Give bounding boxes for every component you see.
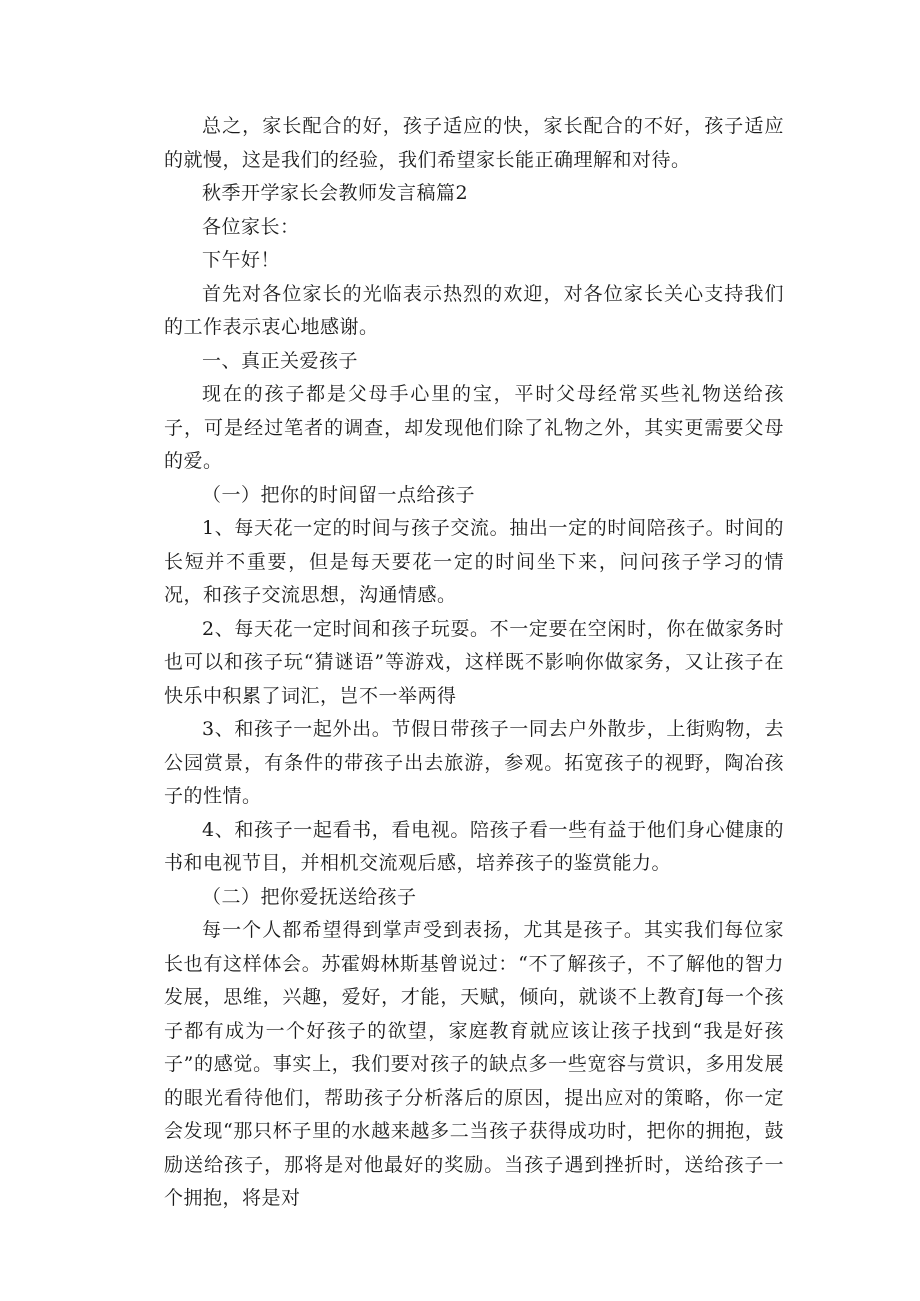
list-item-3: 3、和孩子一起外出。节假日带孩子一同去户外散步，上街购物，去公园赏景，有条件的带孩子出去旅游，参观。拓宽孩子的视野，陶冶孩子的性情。 — [164, 718, 784, 807]
heading-care-children: 一、真正关爱孩子 — [202, 349, 359, 372]
paragraph-intro: 现在的孩子都是父母手心里的宝，平时父母经常买些礼物送给孩子，可是经过笔者的调查，却发现他们除了礼物之外，其实更需要父母的爱。 — [164, 383, 784, 472]
document-body — [164, 110, 784, 1216]
subheading-time: （一）把你的时间留一点给孩子 — [202, 483, 476, 506]
subheading-affection: （二）把你爱抚送给孩子 — [202, 885, 417, 908]
paragraph-praise: 每一个人都希望得到掌声受到表扬，尤其是孩子。其实我们每位家长也有这样体会。苏霍姆林斯基曾说过：“不了解孩子，不了解他的智力发展，思维，兴趣，爱好，才能，天赋，倾向，就谈不上教育J每一个孩子都有成为一个好孩子的欲望，家庭教育就应该让孩子找到“我是好孩子”的感觉。事实上，我们要对孩子的缺点多一些宽容与赏识，多用发展的眼光看待他们，帮助孩子分析落后的原因，提出应对的策略，你一定会发现“那只杯子里的水越来越多二当孩子获得成功时，把你的拥抱，鼓励送给孩子，那将是对他最好的奖励。当孩子遇到挫折时，送给孩子一个拥抱，将是对 — [164, 919, 784, 1209]
paragraph-conclusion: 总之，家长配合的好，孩子适应的快，家长配合的不好，孩子适应的就慢，这是我们的经验，我们希望家长能正确理解和对待。 — [164, 115, 784, 171]
list-item-2: 2、每天花一定时间和孩子玩耍。不一定要在空闲时，你在做家务时也可以和孩子玩“猜谜语”等游戏，这样既不影响你做家务，又让孩子在快乐中积累了词汇，岂不一举两得 — [164, 617, 784, 707]
paragraph-welcome: 首先对各位家长的光临表示热烈的欢迎，对各位家长关心支持我们的工作表示衷心地感谢。 — [164, 282, 784, 338]
salutation: 各位家长： — [202, 215, 300, 238]
list-item-1: 1、每天花一定的时间与孩子交流。抽出一定的时间陪孩子。时间的长短并不重要，但是每天要花一定的时间坐下来，问问孩子学习的情况，和孩子交流思想，沟通情感。 — [164, 517, 784, 606]
list-item-4: 4、和孩子一起看书，看电视。陪孩子看一些有益于他们身心健康的书和电视节目，并相机交流观后感，培养孩子的鉴赏能力。 — [164, 818, 784, 874]
section-title: 秋季开学家长会教师发言稿篇2 — [202, 182, 469, 204]
greeting: 下午好！ — [202, 249, 281, 271]
